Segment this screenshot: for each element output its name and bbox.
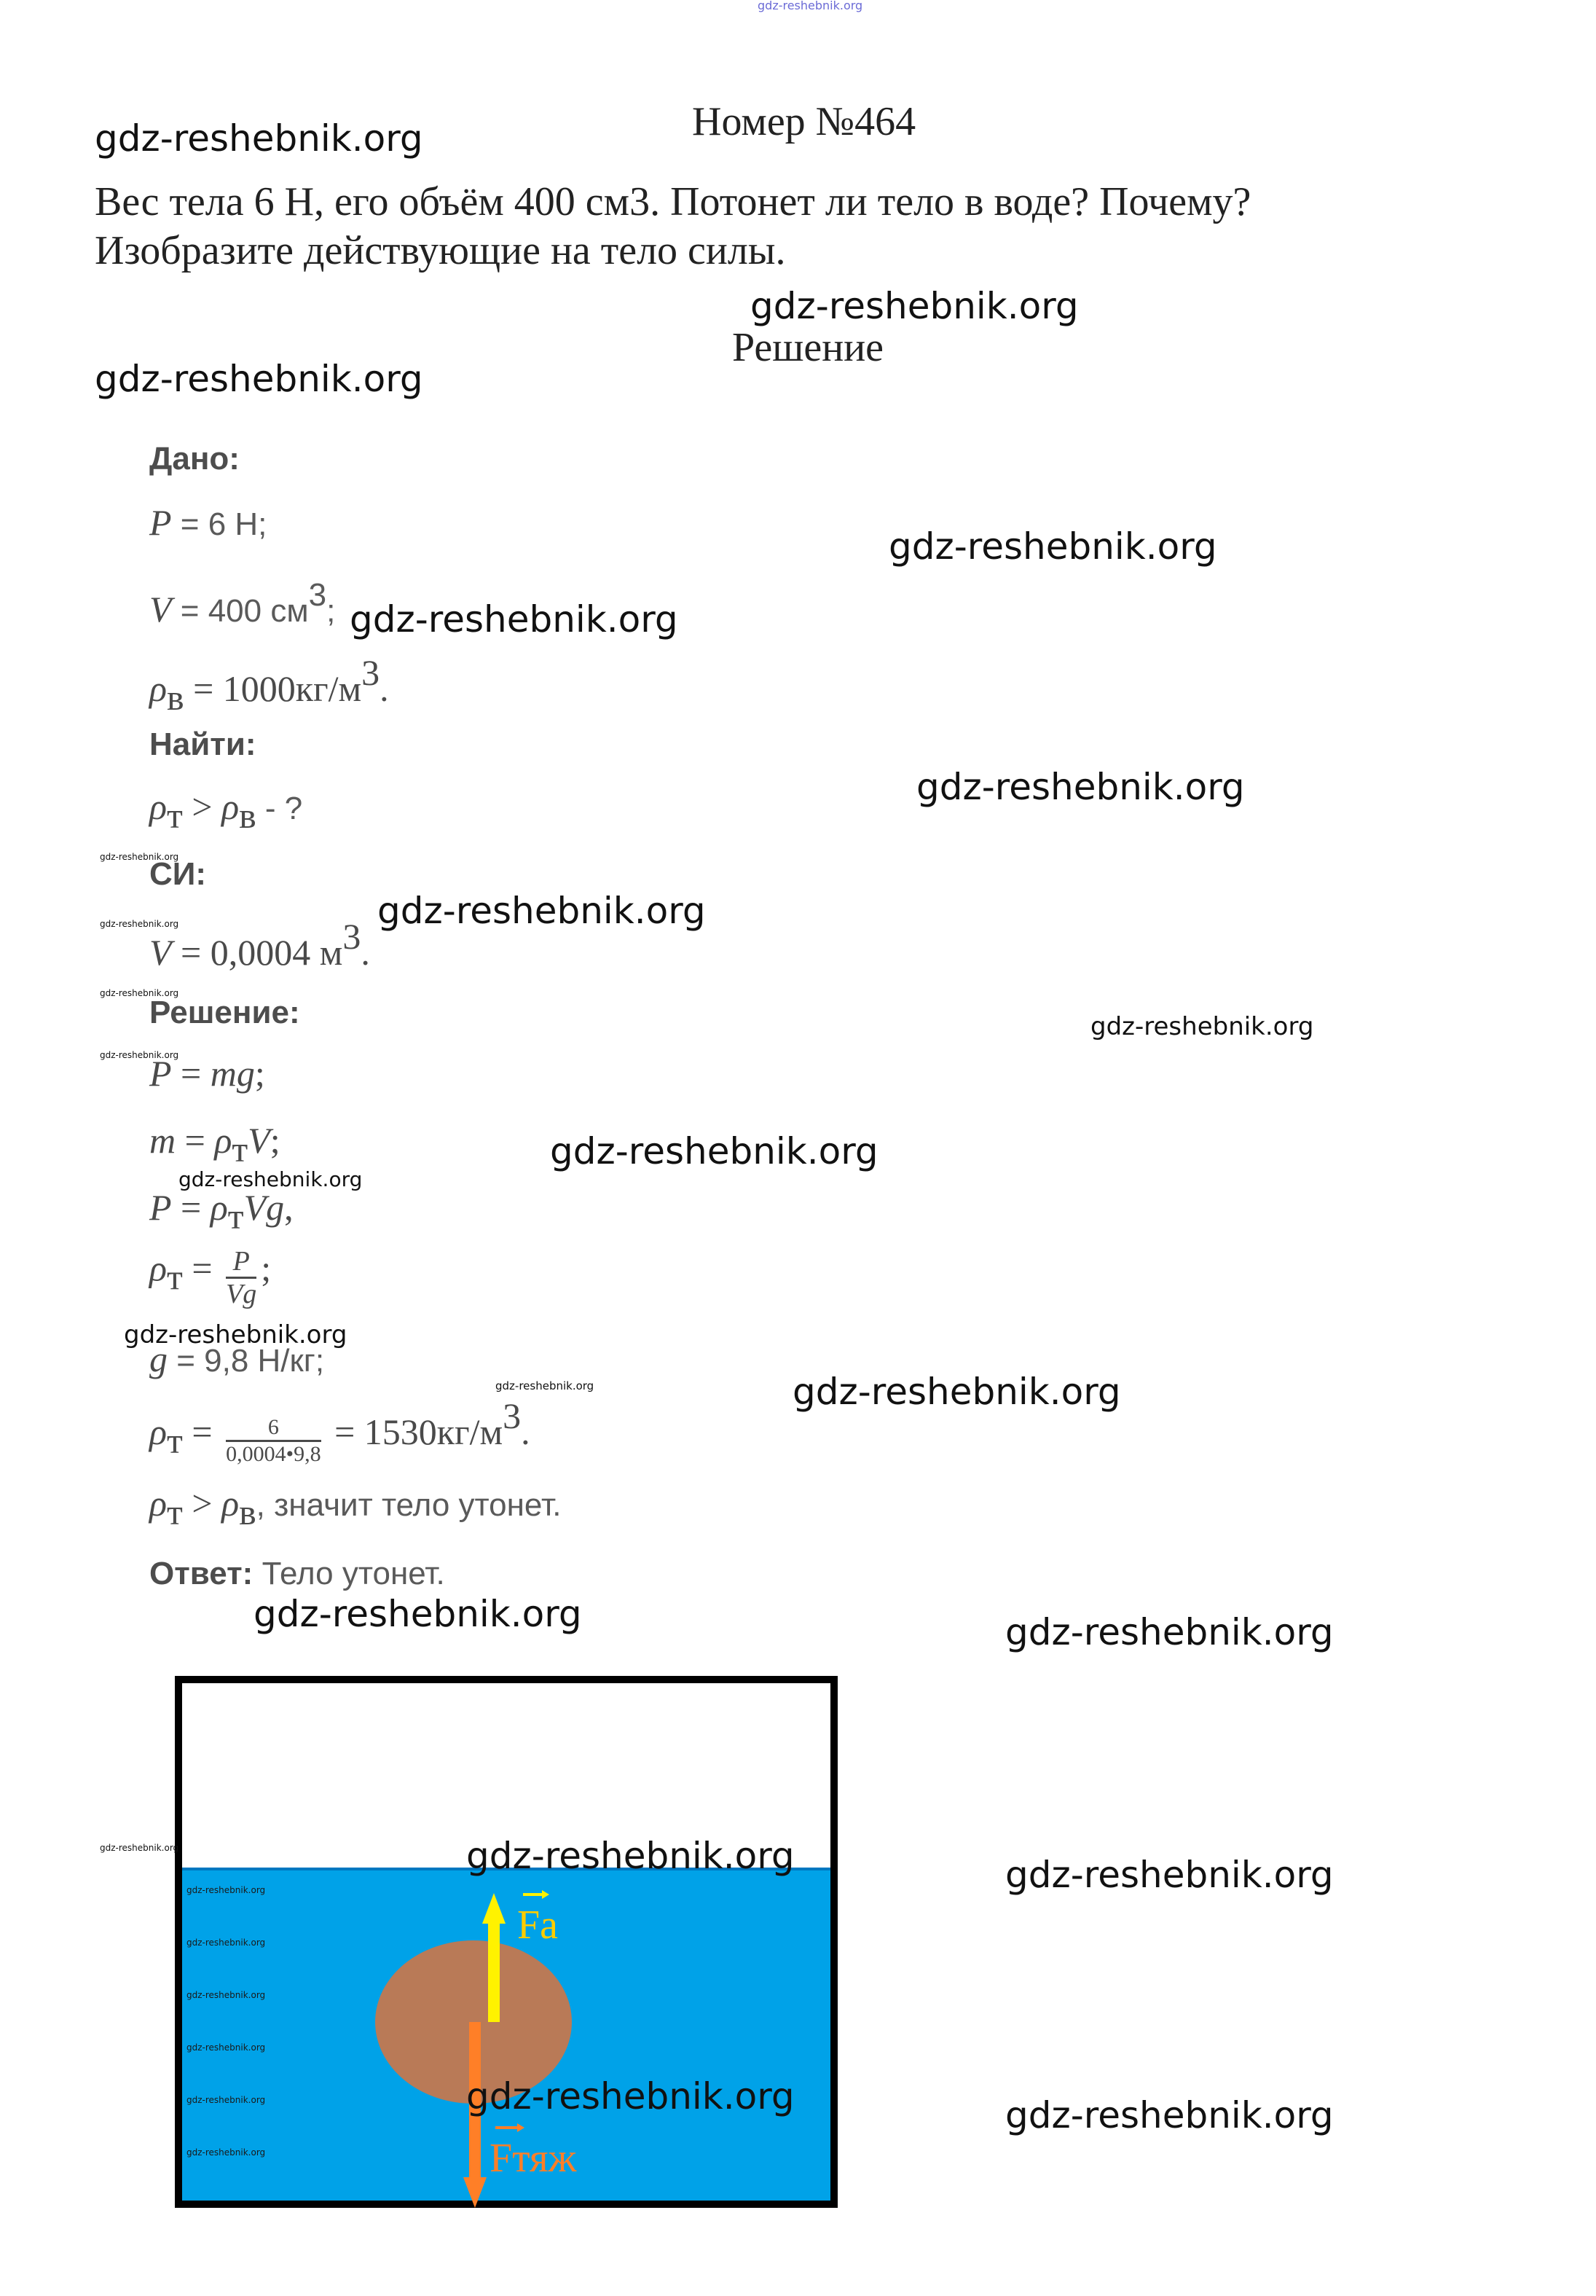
watermark: gdz-reshebnik.org [466,1835,795,1877]
watermark: gdz-reshebnik.org [100,1050,179,1060]
watermark: gdz-reshebnik.org [750,285,1079,327]
watermark: gdz-reshebnik.org [178,1167,363,1191]
solution-label: Решение: [149,995,300,1030]
watermark: gdz-reshebnik.org [253,1593,582,1635]
watermark: gdz-reshebnik.org [377,890,706,932]
watermark: gdz-reshebnik.org [95,117,423,160]
watermark: gdz-reshebnik.org [350,598,678,640]
equation-5: g = 9,8 Н/кг; [149,1339,325,1379]
si-label: СИ: [149,856,207,892]
watermark: gdz-reshebnik.org [95,358,423,400]
page-title: Номер №464 [692,99,916,144]
watermark: gdz-reshebnik.org [466,2075,795,2117]
given-label: Дано: [149,441,240,477]
gravity-force-label: Fтяж [490,2136,577,2181]
watermark: gdz-reshebnik.org [186,1990,266,2000]
watermark: gdz-reshebnik.org [186,2147,266,2158]
equation-7: ρт > ρв, значит тело утонет. [149,1483,562,1532]
watermark: gdz-reshebnik.org [889,525,1217,568]
watermark: gdz-reshebnik.org [186,1938,266,1948]
problem-line-1: Вес тела 6 Н, его объём 400 см3. Потонет ли тело в воде? Почему? [95,179,1251,224]
find-expression: ρт > ρв - ? [149,786,303,836]
equation-6: ρт = $\frac{6}{0,0004•9,8}$ = 1530кг/м3. [149,1395,530,1467]
watermark: gdz-reshebnik.org [100,988,179,998]
watermark: gdz-reshebnik.org [793,1371,1121,1413]
equation-3: P = ρтVg, [149,1187,294,1237]
watermark: gdz-reshebnik.org [1005,1611,1334,1653]
top-watermark: gdz-reshebnik.org [758,0,863,12]
watermark: gdz-reshebnik.org [1090,1012,1314,1041]
equation-4: ρт = $\frac{P}{Vg}$ ; [149,1246,272,1309]
watermark: gdz-reshebnik.org [100,1843,179,1853]
watermark: gdz-reshebnik.org [1005,1854,1334,1896]
problem-line-2: Изобразите действующие на тело силы. [95,228,786,273]
si-volume: V = 0,0004 м3. [149,916,370,973]
watermark: gdz-reshebnik.org [186,2095,266,2105]
watermark: gdz-reshebnik.org [1005,2094,1334,2136]
solution-heading: Решение [732,325,884,370]
watermark: gdz-reshebnik.org [550,1130,878,1172]
given-density-water: ρв = 1000кг/м3. [149,652,389,718]
given-volume: V = 400 см3; [149,577,336,630]
find-label: Найти: [149,726,256,762]
force-diagram-svg [175,1676,838,2208]
watermark: gdz-reshebnik.org [100,852,179,862]
watermark: gdz-reshebnik.org [186,1885,266,1895]
equation-2: m = ρтV; [149,1120,280,1169]
force-diagram [175,1676,838,2208]
watermark: gdz-reshebnik.org [495,1379,594,1392]
answer: Ответ: Тело утонет. [149,1556,445,1591]
watermark: gdz-reshebnik.org [186,2042,266,2053]
equation-1: P = mg; [149,1053,265,1094]
watermark: gdz-reshebnik.org [916,766,1245,808]
watermark: gdz-reshebnik.org [100,919,179,929]
buoyant-force-label: Fa [517,1903,558,1948]
watermark: gdz-reshebnik.org [124,1320,347,1349]
given-weight: P = 6 Н; [149,502,267,543]
